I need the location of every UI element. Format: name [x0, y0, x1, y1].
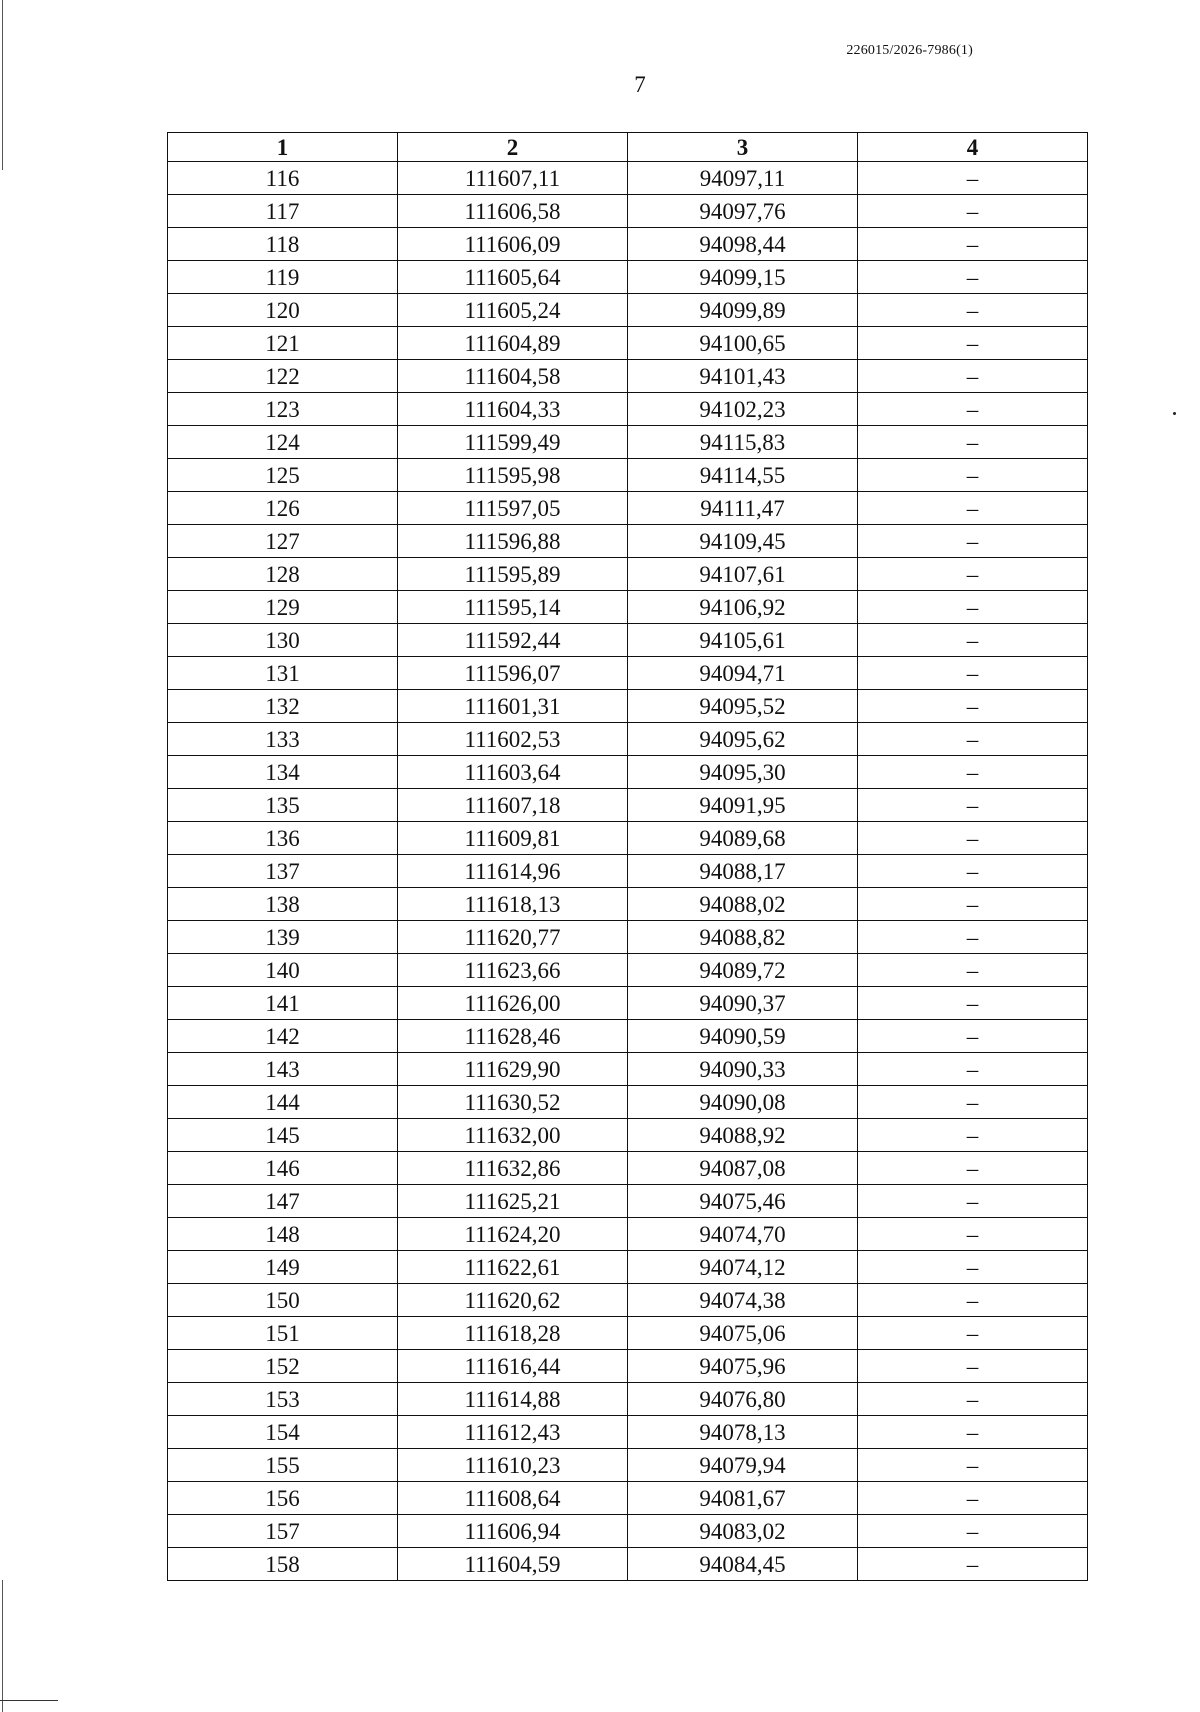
point-number-cell: 127	[168, 525, 398, 558]
x-coordinate-cell: 111596,88	[398, 525, 628, 558]
y-coordinate-cell: 94102,23	[628, 393, 858, 426]
table-row	[168, 1119, 1088, 1152]
point-number-cell: 137	[168, 855, 398, 888]
table-row	[168, 525, 1088, 558]
point-number-cell: 124	[168, 426, 398, 459]
y-coordinate-cell: 94084,45	[628, 1548, 858, 1581]
x-coordinate-cell: 111602,53	[398, 723, 628, 756]
note-cell: –	[858, 195, 1088, 228]
x-coordinate-cell: 111605,64	[398, 261, 628, 294]
y-coordinate-cell: 94076,80	[628, 1383, 858, 1416]
x-coordinate-cell: 111618,13	[398, 888, 628, 921]
table-row	[168, 1383, 1088, 1416]
y-coordinate-cell: 94087,08	[628, 1152, 858, 1185]
y-coordinate-cell: 94075,06	[628, 1317, 858, 1350]
point-number-cell: 149	[168, 1251, 398, 1284]
y-coordinate-cell: 94079,94	[628, 1449, 858, 1482]
x-coordinate-cell: 111599,49	[398, 426, 628, 459]
table-body	[168, 162, 1088, 1581]
table-row	[168, 492, 1088, 525]
y-coordinate-cell: 94099,89	[628, 294, 858, 327]
y-coordinate-cell: 94101,43	[628, 360, 858, 393]
column-header: 3	[628, 133, 858, 162]
table-row	[168, 195, 1088, 228]
table-row	[168, 954, 1088, 987]
table-row	[168, 591, 1088, 624]
document-number: 226015/2026-7986(1)	[846, 43, 973, 58]
x-coordinate-cell: 111618,28	[398, 1317, 628, 1350]
table-row	[168, 789, 1088, 822]
x-coordinate-cell: 111609,81	[398, 822, 628, 855]
x-coordinate-cell: 111614,96	[398, 855, 628, 888]
scan-mark	[0, 1700, 58, 1701]
x-coordinate-cell: 111629,90	[398, 1053, 628, 1086]
table-row	[168, 1350, 1088, 1383]
y-coordinate-cell: 94107,61	[628, 558, 858, 591]
table-row	[168, 921, 1088, 954]
point-number-cell: 156	[168, 1482, 398, 1515]
table-row	[168, 756, 1088, 789]
x-coordinate-cell: 111608,64	[398, 1482, 628, 1515]
note-cell: –	[858, 327, 1088, 360]
point-number-cell: 116	[168, 162, 398, 195]
y-coordinate-cell: 94088,17	[628, 855, 858, 888]
point-number-cell: 145	[168, 1119, 398, 1152]
x-coordinate-cell: 111604,58	[398, 360, 628, 393]
point-number-cell: 142	[168, 1020, 398, 1053]
note-cell: –	[858, 162, 1088, 195]
x-coordinate-cell: 111592,44	[398, 624, 628, 657]
note-cell: –	[858, 855, 1088, 888]
x-coordinate-cell: 111607,18	[398, 789, 628, 822]
note-cell: –	[858, 1416, 1088, 1449]
x-coordinate-cell: 111595,89	[398, 558, 628, 591]
point-number-cell: 158	[168, 1548, 398, 1581]
note-cell: –	[858, 1020, 1088, 1053]
x-coordinate-cell: 111603,64	[398, 756, 628, 789]
table-row	[168, 1515, 1088, 1548]
table-row	[168, 1152, 1088, 1185]
y-coordinate-cell: 94090,59	[628, 1020, 858, 1053]
table-row	[168, 1317, 1088, 1350]
y-coordinate-cell: 94095,52	[628, 690, 858, 723]
y-coordinate-cell: 94074,12	[628, 1251, 858, 1284]
table-row	[168, 624, 1088, 657]
table-row	[168, 1251, 1088, 1284]
table-row	[168, 1020, 1088, 1053]
point-number-cell: 122	[168, 360, 398, 393]
point-number-cell: 157	[168, 1515, 398, 1548]
note-cell: –	[858, 228, 1088, 261]
point-number-cell: 125	[168, 459, 398, 492]
note-cell: –	[858, 1284, 1088, 1317]
table-row	[168, 690, 1088, 723]
note-cell: –	[858, 294, 1088, 327]
point-number-cell: 141	[168, 987, 398, 1020]
point-number-cell: 121	[168, 327, 398, 360]
note-cell: –	[858, 1449, 1088, 1482]
point-number-cell: 155	[168, 1449, 398, 1482]
point-number-cell: 148	[168, 1218, 398, 1251]
point-number-cell: 135	[168, 789, 398, 822]
note-cell: –	[858, 921, 1088, 954]
note-cell: –	[858, 1185, 1088, 1218]
table-row	[168, 822, 1088, 855]
point-number-cell: 147	[168, 1185, 398, 1218]
column-header: 1	[168, 133, 398, 162]
table-row	[168, 1185, 1088, 1218]
point-number-cell: 117	[168, 195, 398, 228]
scan-edge-line	[2, 1580, 3, 1712]
y-coordinate-cell: 94109,45	[628, 525, 858, 558]
point-number-cell: 131	[168, 657, 398, 690]
y-coordinate-cell: 94094,71	[628, 657, 858, 690]
point-number-cell: 139	[168, 921, 398, 954]
x-coordinate-cell: 111595,14	[398, 591, 628, 624]
y-coordinate-cell: 94090,08	[628, 1086, 858, 1119]
x-coordinate-cell: 111626,00	[398, 987, 628, 1020]
point-number-cell: 140	[168, 954, 398, 987]
note-cell: –	[858, 1482, 1088, 1515]
table-row	[168, 327, 1088, 360]
x-coordinate-cell: 111606,09	[398, 228, 628, 261]
x-coordinate-cell: 111607,11	[398, 162, 628, 195]
note-cell: –	[858, 987, 1088, 1020]
x-coordinate-cell: 111628,46	[398, 1020, 628, 1053]
table-header	[168, 133, 1088, 162]
table-row	[168, 1218, 1088, 1251]
table-row	[168, 459, 1088, 492]
x-coordinate-cell: 111595,98	[398, 459, 628, 492]
y-coordinate-cell: 94089,72	[628, 954, 858, 987]
table-row	[168, 855, 1088, 888]
table-row	[168, 1053, 1088, 1086]
y-coordinate-cell: 94097,76	[628, 195, 858, 228]
note-cell: –	[858, 492, 1088, 525]
y-coordinate-cell: 94111,47	[628, 492, 858, 525]
y-coordinate-cell: 94114,55	[628, 459, 858, 492]
point-number-cell: 126	[168, 492, 398, 525]
point-number-cell: 143	[168, 1053, 398, 1086]
y-coordinate-cell: 94105,61	[628, 624, 858, 657]
table-row	[168, 261, 1088, 294]
x-coordinate-cell: 111632,00	[398, 1119, 628, 1152]
point-number-cell: 129	[168, 591, 398, 624]
y-coordinate-cell: 94097,11	[628, 162, 858, 195]
y-coordinate-cell: 94083,02	[628, 1515, 858, 1548]
scan-speck	[1173, 412, 1176, 415]
table-row	[168, 228, 1088, 261]
point-number-cell: 144	[168, 1086, 398, 1119]
x-coordinate-cell: 111604,59	[398, 1548, 628, 1581]
table-row	[168, 558, 1088, 591]
point-number-cell: 132	[168, 690, 398, 723]
point-number-cell: 118	[168, 228, 398, 261]
y-coordinate-cell: 94095,30	[628, 756, 858, 789]
table-row	[168, 393, 1088, 426]
table-row	[168, 360, 1088, 393]
note-cell: –	[858, 723, 1088, 756]
point-number-cell: 136	[168, 822, 398, 855]
note-cell: –	[858, 591, 1088, 624]
point-number-cell: 130	[168, 624, 398, 657]
y-coordinate-cell: 94115,83	[628, 426, 858, 459]
table-row	[168, 1284, 1088, 1317]
note-cell: –	[858, 1548, 1088, 1581]
point-number-cell: 120	[168, 294, 398, 327]
table-row	[168, 162, 1088, 195]
note-cell: –	[858, 1152, 1088, 1185]
point-number-cell: 152	[168, 1350, 398, 1383]
y-coordinate-cell: 94088,02	[628, 888, 858, 921]
table-row	[168, 987, 1088, 1020]
x-coordinate-cell: 111605,24	[398, 294, 628, 327]
y-coordinate-cell: 94091,95	[628, 789, 858, 822]
note-cell: –	[858, 657, 1088, 690]
note-cell: –	[858, 1350, 1088, 1383]
x-coordinate-cell: 111604,89	[398, 327, 628, 360]
x-coordinate-cell: 111601,31	[398, 690, 628, 723]
point-number-cell: 146	[168, 1152, 398, 1185]
x-coordinate-cell: 111624,20	[398, 1218, 628, 1251]
table-row	[168, 1086, 1088, 1119]
note-cell: –	[858, 1053, 1088, 1086]
point-number-cell: 134	[168, 756, 398, 789]
point-number-cell: 119	[168, 261, 398, 294]
note-cell: –	[858, 393, 1088, 426]
table-row	[168, 1416, 1088, 1449]
x-coordinate-cell: 111604,33	[398, 393, 628, 426]
note-cell: –	[858, 756, 1088, 789]
x-coordinate-cell: 111620,62	[398, 1284, 628, 1317]
table-row	[168, 1548, 1088, 1581]
x-coordinate-cell: 111622,61	[398, 1251, 628, 1284]
note-cell: –	[858, 888, 1088, 921]
y-coordinate-cell: 94075,46	[628, 1185, 858, 1218]
note-cell: –	[858, 1218, 1088, 1251]
x-coordinate-cell: 111632,86	[398, 1152, 628, 1185]
x-coordinate-cell: 111625,21	[398, 1185, 628, 1218]
table-row	[168, 1482, 1088, 1515]
y-coordinate-cell: 94100,65	[628, 327, 858, 360]
note-cell: –	[858, 1515, 1088, 1548]
note-cell: –	[858, 360, 1088, 393]
note-cell: –	[858, 1317, 1088, 1350]
y-coordinate-cell: 94078,13	[628, 1416, 858, 1449]
x-coordinate-cell: 111596,07	[398, 657, 628, 690]
point-number-cell: 123	[168, 393, 398, 426]
point-number-cell: 138	[168, 888, 398, 921]
note-cell: –	[858, 261, 1088, 294]
x-coordinate-cell: 111612,43	[398, 1416, 628, 1449]
table-row	[168, 1449, 1088, 1482]
point-number-cell: 128	[168, 558, 398, 591]
y-coordinate-cell: 94088,82	[628, 921, 858, 954]
table-row	[168, 723, 1088, 756]
x-coordinate-cell: 111606,94	[398, 1515, 628, 1548]
y-coordinate-cell: 94081,67	[628, 1482, 858, 1515]
point-number-cell: 133	[168, 723, 398, 756]
point-number-cell: 151	[168, 1317, 398, 1350]
y-coordinate-cell: 94090,33	[628, 1053, 858, 1086]
y-coordinate-cell: 94088,92	[628, 1119, 858, 1152]
y-coordinate-cell: 94074,70	[628, 1218, 858, 1251]
table-row	[168, 294, 1088, 327]
column-header: 2	[398, 133, 628, 162]
x-coordinate-cell: 111610,23	[398, 1449, 628, 1482]
y-coordinate-cell: 94074,38	[628, 1284, 858, 1317]
note-cell: –	[858, 1383, 1088, 1416]
point-number-cell: 150	[168, 1284, 398, 1317]
note-cell: –	[858, 426, 1088, 459]
point-number-cell: 153	[168, 1383, 398, 1416]
x-coordinate-cell: 111630,52	[398, 1086, 628, 1119]
x-coordinate-cell: 111606,58	[398, 195, 628, 228]
note-cell: –	[858, 789, 1088, 822]
y-coordinate-cell: 94098,44	[628, 228, 858, 261]
note-cell: –	[858, 954, 1088, 987]
note-cell: –	[858, 624, 1088, 657]
y-coordinate-cell: 94075,96	[628, 1350, 858, 1383]
note-cell: –	[858, 459, 1088, 492]
table-row	[168, 888, 1088, 921]
x-coordinate-cell: 111623,66	[398, 954, 628, 987]
coordinates-table	[167, 132, 1088, 1581]
note-cell: –	[858, 525, 1088, 558]
note-cell: –	[858, 1119, 1088, 1152]
x-coordinate-cell: 111620,77	[398, 921, 628, 954]
x-coordinate-cell: 111614,88	[398, 1383, 628, 1416]
x-coordinate-cell: 111597,05	[398, 492, 628, 525]
y-coordinate-cell: 94089,68	[628, 822, 858, 855]
note-cell: –	[858, 1086, 1088, 1119]
y-coordinate-cell: 94095,62	[628, 723, 858, 756]
note-cell: –	[858, 1251, 1088, 1284]
column-header: 4	[858, 133, 1088, 162]
table-row	[168, 426, 1088, 459]
table-header-row	[168, 133, 1088, 162]
table-row	[168, 657, 1088, 690]
y-coordinate-cell: 94106,92	[628, 591, 858, 624]
note-cell: –	[858, 558, 1088, 591]
y-coordinate-cell: 94090,37	[628, 987, 858, 1020]
note-cell: –	[858, 690, 1088, 723]
y-coordinate-cell: 94099,15	[628, 261, 858, 294]
page-number: 7	[634, 72, 646, 97]
note-cell: –	[858, 822, 1088, 855]
point-number-cell: 154	[168, 1416, 398, 1449]
x-coordinate-cell: 111616,44	[398, 1350, 628, 1383]
